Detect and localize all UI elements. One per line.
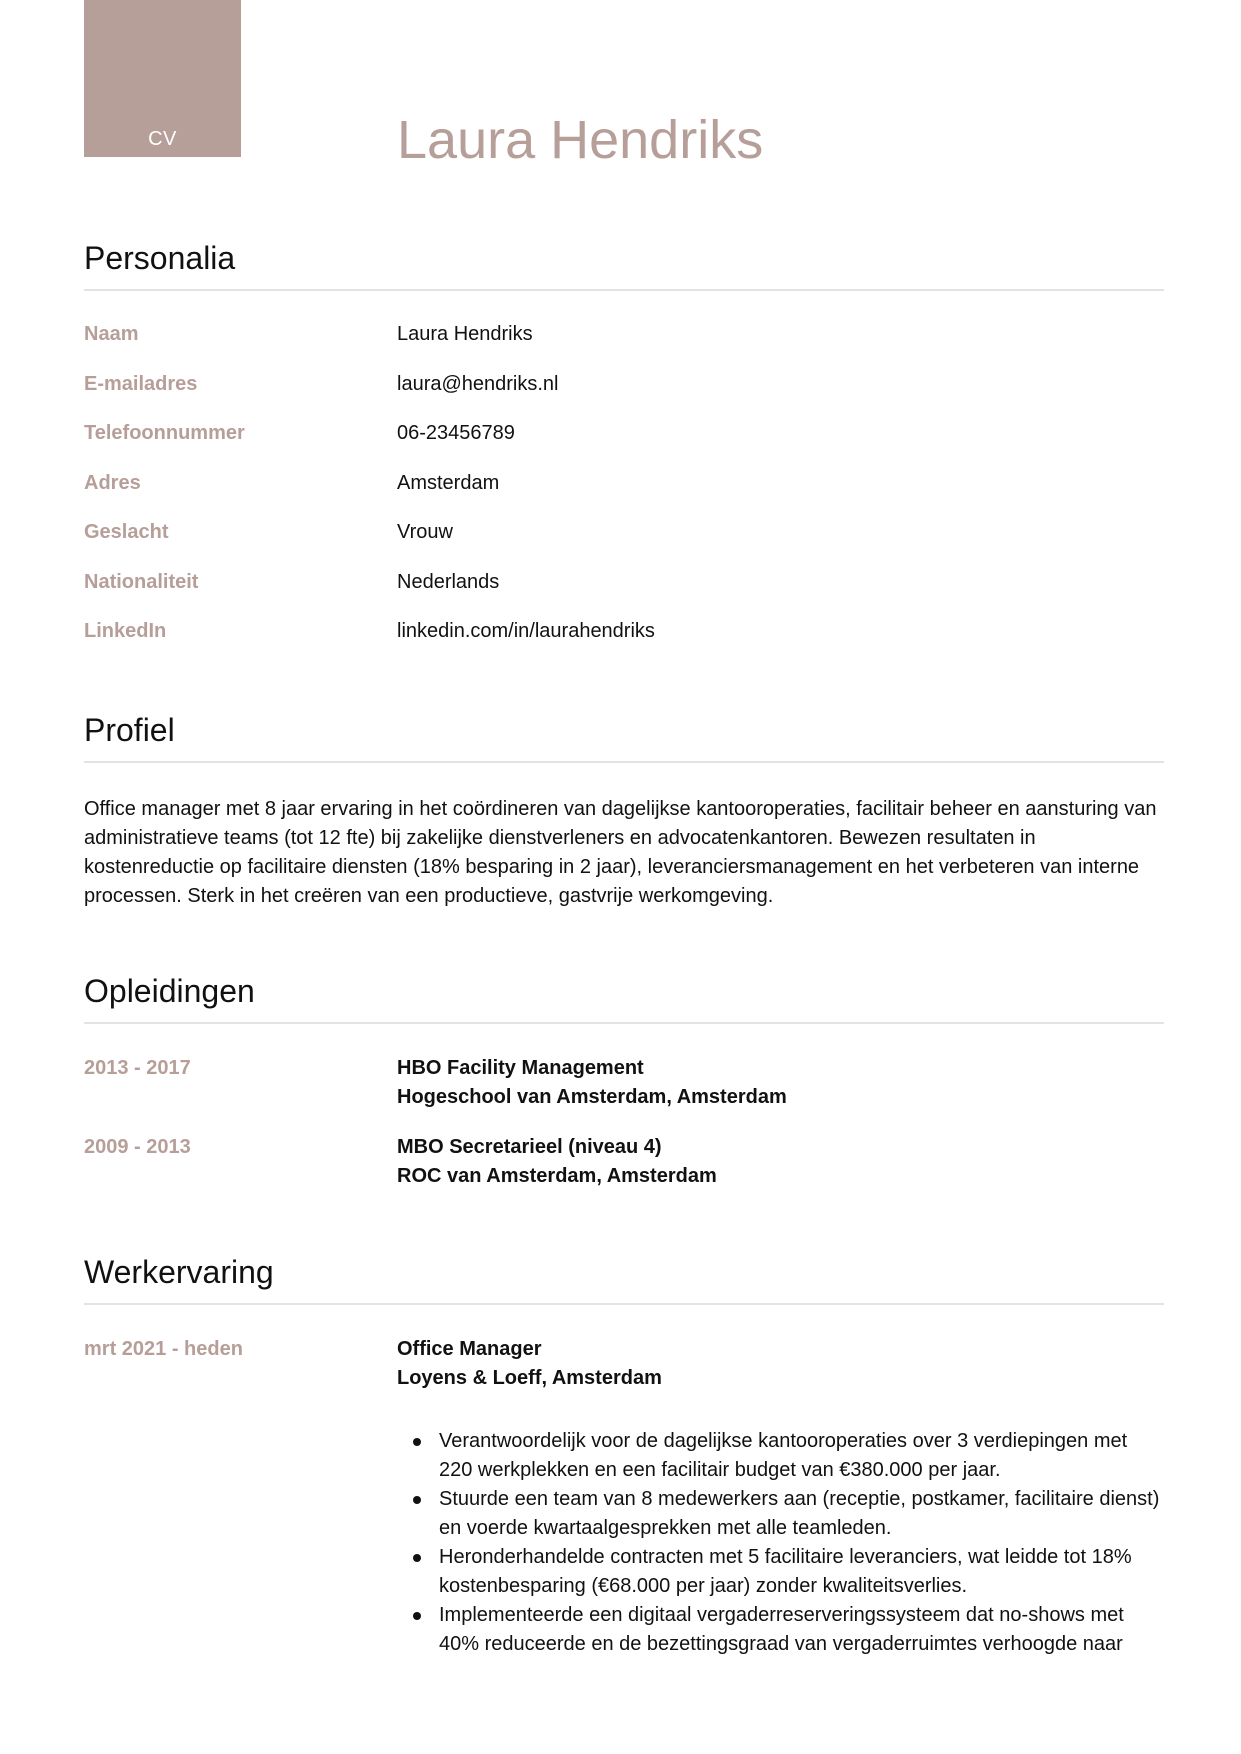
- section-divider: [84, 1303, 1164, 1305]
- education-title: MBO Secretarieel (niveau 4): [397, 1136, 662, 1158]
- cv-badge-label: CV: [148, 128, 177, 150]
- work-bullet: Verantwoordelijk voor de dagelijkse kantooroperaties over 3 verdiepingen met 220 werkplekken en een facilitair budget van €380.000 per jaar.: [397, 1427, 1165, 1485]
- section-divider: [84, 1022, 1164, 1024]
- work-bullets: [397, 1427, 1165, 1659]
- work-period: mrt 2021 - heden: [84, 1338, 243, 1360]
- field-label: Nationaliteit: [84, 571, 199, 593]
- field-value: Laura Hendriks: [397, 323, 533, 345]
- work-bullet: Implementeerde een digitaal vergaderreserveringssysteem dat no-shows met 40% reduceerde en de bezettingsgraad van vergaderruimtes verhoogde naar: [397, 1601, 1165, 1659]
- field-label: LinkedIn: [84, 620, 167, 642]
- field-label: Naam: [84, 323, 139, 345]
- field-label: E-mailadres: [84, 373, 198, 395]
- work-employer: Loyens & Loeff, Amsterdam: [397, 1367, 662, 1389]
- work-bullet: Stuurde een team van 8 medewerkers aan (receptie, postkamer, facilitaire dienst) en voerde kwartaalgesprekken met alle teamleden.: [397, 1485, 1165, 1543]
- candidate-name: Laura Hendriks: [397, 110, 764, 170]
- section-title-profiel: Profiel: [84, 712, 175, 748]
- section-divider: [84, 289, 1164, 291]
- section-title-opleidingen: Opleidingen: [84, 973, 255, 1009]
- field-value: Amsterdam: [397, 472, 500, 494]
- section-title-werkervaring: Werkervaring: [84, 1254, 274, 1290]
- section-divider: [84, 761, 1164, 763]
- education-institution: ROC van Amsterdam, Amsterdam: [397, 1165, 717, 1187]
- field-value: Vrouw: [397, 521, 453, 543]
- section-title-personalia: Personalia: [84, 240, 236, 276]
- education-period: 2013 - 2017: [84, 1057, 191, 1079]
- education-institution: Hogeschool van Amsterdam, Amsterdam: [397, 1086, 787, 1108]
- field-value: laura@hendriks.nl: [397, 373, 559, 395]
- field-label: Geslacht: [84, 521, 169, 543]
- education-period: 2009 - 2013: [84, 1136, 191, 1158]
- profile-text: Office manager met 8 jaar ervaring in het coördineren van dagelijkse kantooroperaties, facilitair beheer en aansturing van administratieve teams (tot 12 fte) bij zakelijke dienstverleners en advocatenkantoren. Bewezen resultaten in kostenreductie op facilitaire diensten (18% besparing in 2 jaar), leveranciersmanagement en het verbeteren van interne processen. Sterk in het creëren van een productieve, gastvrije werkomgeving.: [84, 798, 1157, 907]
- work-bullet: Heronderhandelde contracten met 5 facilitaire leveranciers, wat leidde tot 18% kostenbesparing (€68.000 per jaar) zonder kwaliteitsverlies.: [397, 1543, 1165, 1601]
- cv-badge: [84, 0, 241, 157]
- field-value: linkedin.com/in/laurahendriks: [397, 620, 655, 642]
- field-value: 06-23456789: [397, 422, 515, 444]
- field-value: Nederlands: [397, 571, 500, 593]
- education-title: HBO Facility Management: [397, 1057, 644, 1079]
- field-label: Adres: [84, 472, 141, 494]
- work-title: Office Manager: [397, 1338, 542, 1360]
- field-label: Telefoonnummer: [84, 422, 245, 444]
